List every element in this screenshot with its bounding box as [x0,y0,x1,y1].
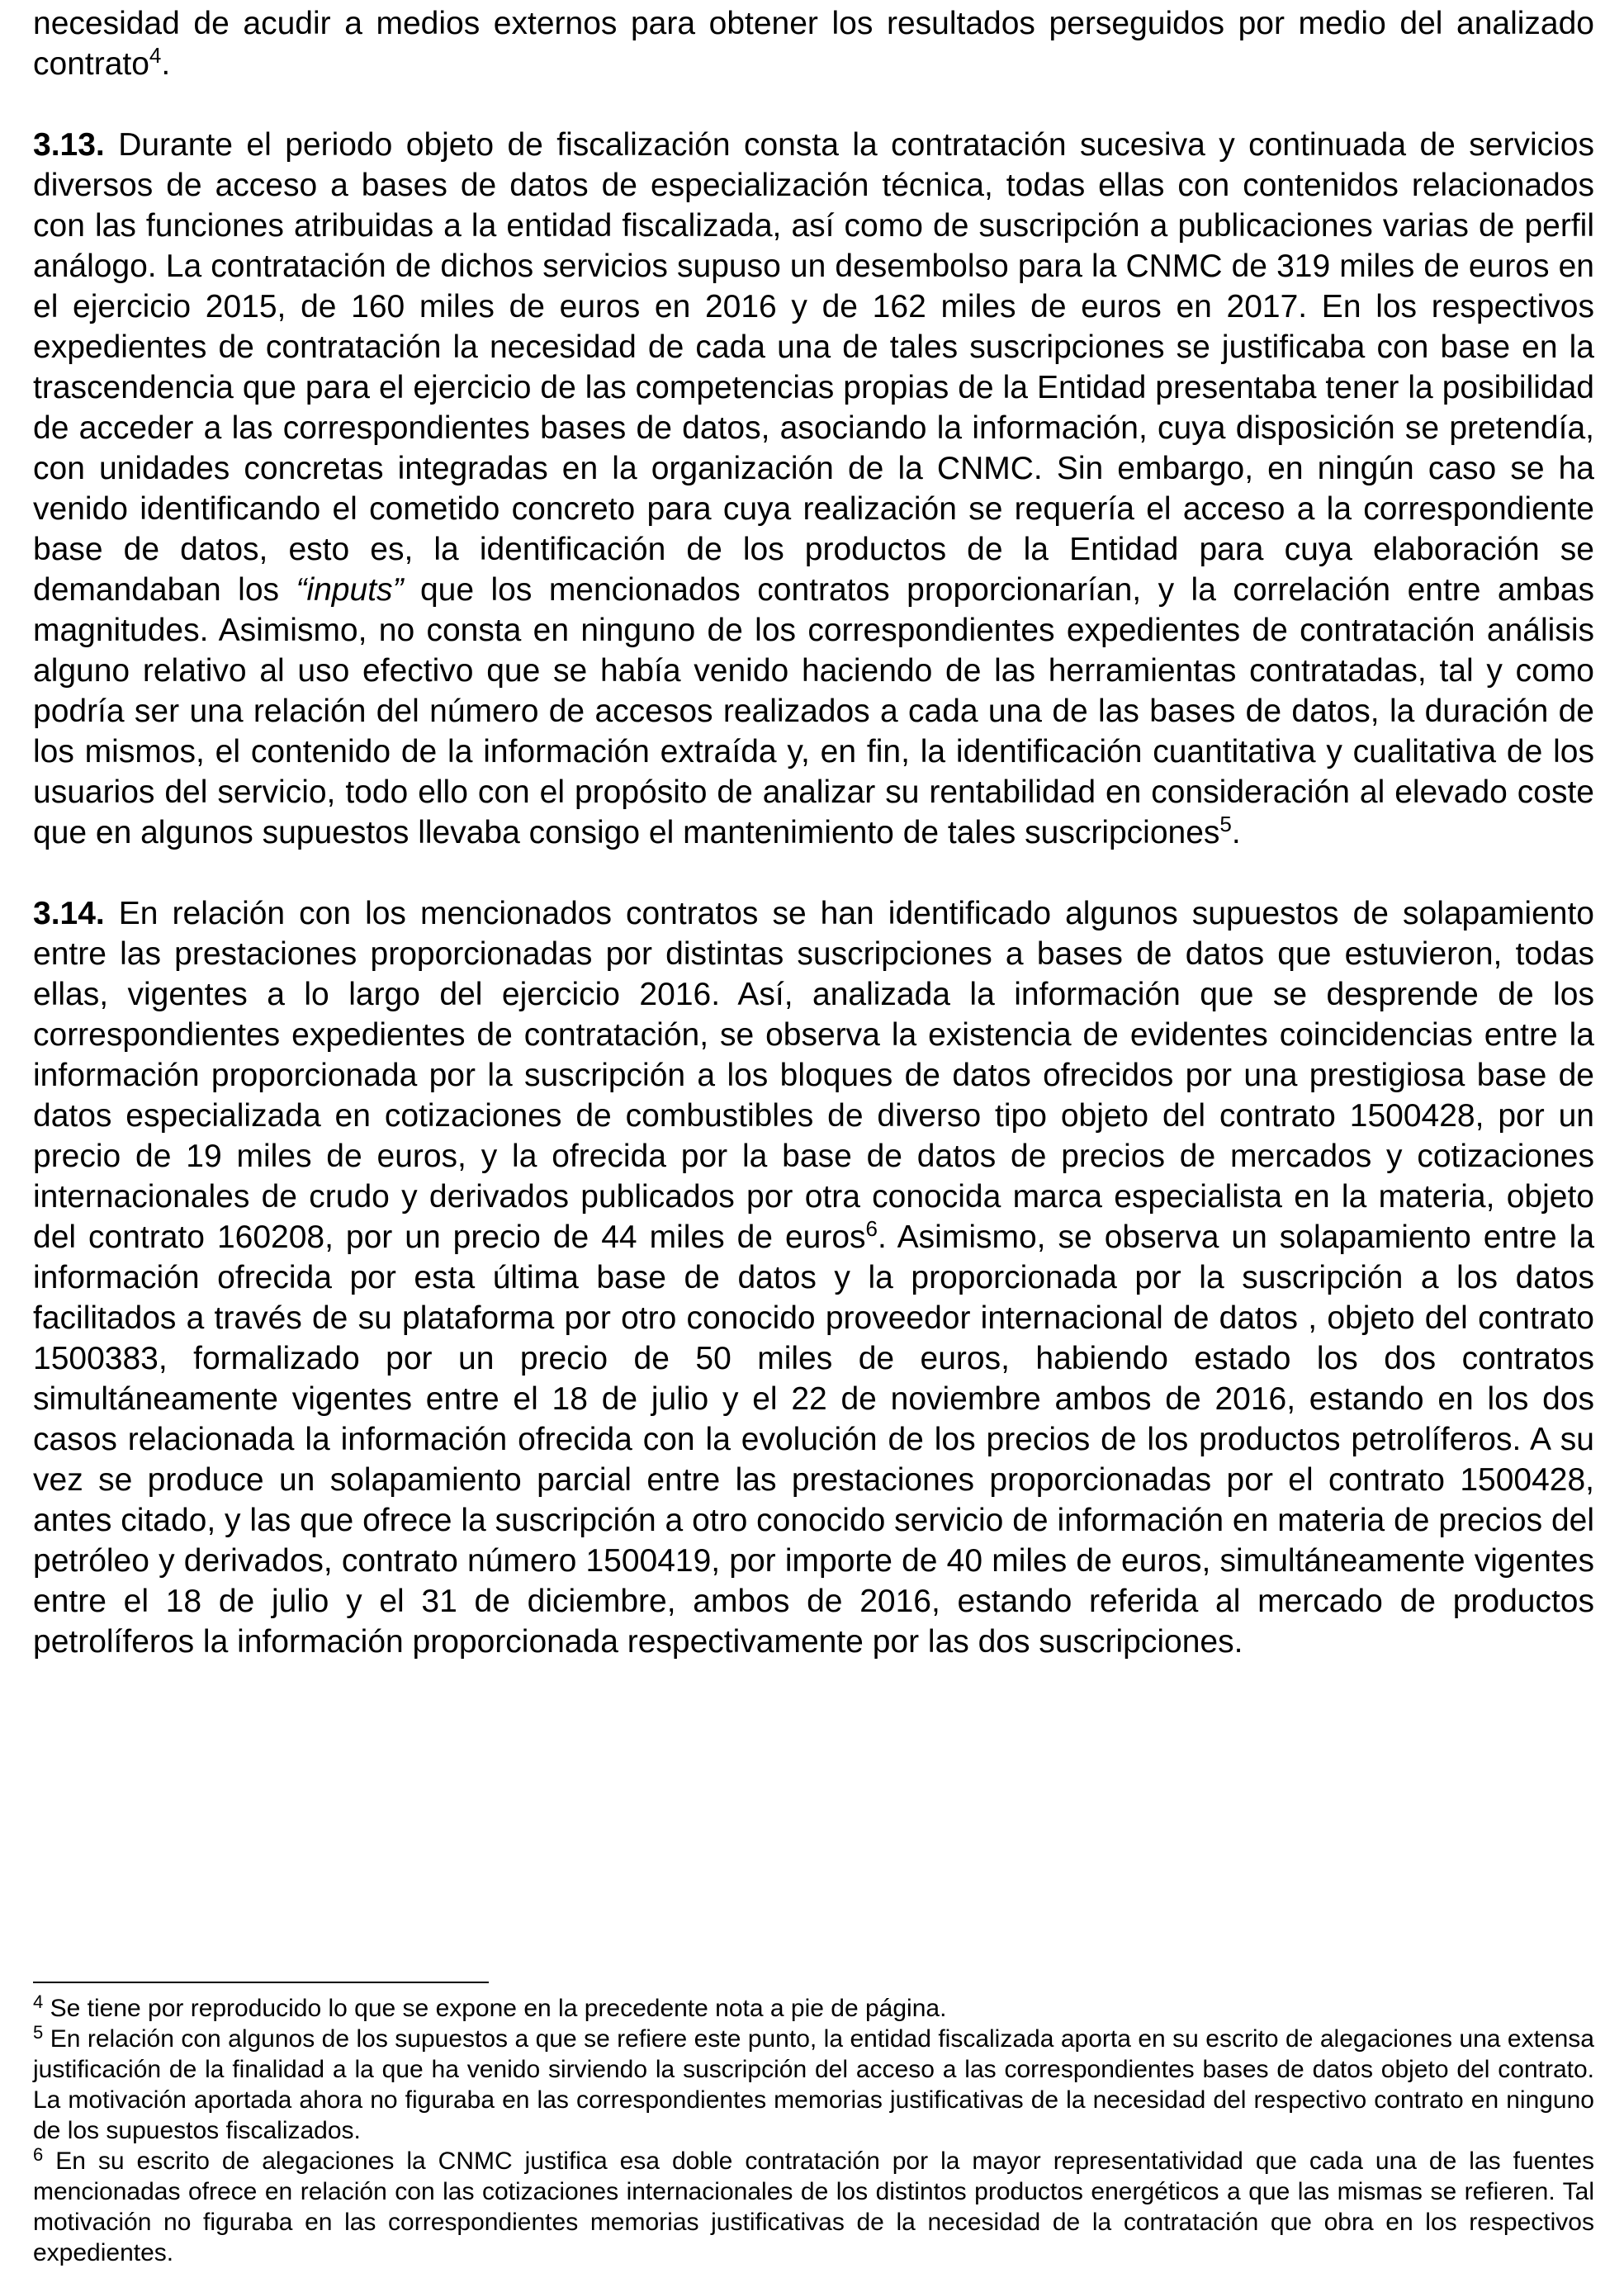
footnote-4 [33,1993,1594,2024]
paragraph-text: necesidad de acudir a medios externos para obtener los resultados perseguidos por medio del analizado contrato [33,6,1594,82]
paragraph-number: 3.13. [33,127,105,163]
paragraph-text: En relación con los mencionados contratos se han identificado algunos supuestos de solapamiento entre las prestaciones proporcionadas por distintas suscripciones a bases de datos que estuvieron, todas ellas, vigentes a lo largo del ejercicio 2016. Así, analizada la información que se desprende de los correspondientes expedientes de contratación, se observa la existencia de evidentes coincidencias entre la información proporcionada por la suscripción a los bloques de datos ofrecidos por una prestigiosa base de datos especializada en cotizaciones de combustibles de diverso tipo objeto del contrato 1500428, por un precio de 19 miles de euros, y la ofrecida por la base de datos de precios de mercados y cotizaciones internacionales de crudo y derivados publicados por otra conocida marca especialista en la materia, objeto del contrato 160208, por un precio de 44 miles de euros [33,896,1594,1255]
paragraph-continuation: necesidad de acudir a medios externos para obtener los resultados perseguidos por medio del analizado contrato$^4$. [33,6,1594,82]
footnote-text: En relación con algunos de los supuestos a que se refiere este punto, la entidad fiscalizada aporta en su escrito de alegaciones una extensa justificación de la finalidad a la que ha venido sirviendo la suscripción del acceso a las correspondientes bases de datos objeto del contrato. La motivación aportada ahora no figuraba en las correspondientes memorias justificativas de la necesidad del respectivo contrato en ninguno de los supuestos fiscalizados. [33,2025,1594,2144]
footnote-ref-5: 5 [1219,812,1232,836]
footnote-6 [33,2146,1594,2268]
footnote-separator [33,1982,489,1983]
footnote-mark: 4 [33,1991,44,2012]
footnote-ref-4: 4 [149,43,162,68]
footnote-text: En su escrito de alegaciones la CNMC justifica esa doble contratación por la mayor representatividad que cada una de las fuentes mencionadas ofrece en relación con las cotizaciones internacionales de los distintos productos energéticos a que las mismas se refieren. Tal motivación no figuraba en las correspondientes memorias justificativas de la necesidad de la contratación que obra en los respectivos expedientes. [33,2148,1594,2266]
paragraph-3-14: 3.14. En relación con los mencionados contratos se han identificado algunos supuestos de solapamiento entre las prestaciones proporcionadas por distintas suscripciones a bases de datos que estuvieron, todas ellas, vigentes a lo largo del ejercicio 2016. Así, analizada la información que se desprende de los correspondientes expedientes de contratación, se observa la existencia de evidentes coincidencias entre la información proporcionada por la suscripción a los bloques de datos ofrecidos por una prestigiosa base de datos especializada en cotizaciones de combustibles de diverso tipo objeto del contrato 1500428, por un precio de 19 miles de euros, y la ofrecida por la base de datos de precios de mercados y cotizaciones internacionales de crudo y derivados publicados por otra conocida marca especialista en la materia, objeto del contrato 160208, por un precio de 44 miles de euros$^6$. Asimismo, se observa un solapamiento entre la información ofrecida por esta última base de datos y la proporcionada por la suscripción a los datos facilitados a través de su plataforma por otro conocido proveedor internacional de datos , objeto del contrato 1500383, formalizado por un precio de 50 miles de euros, habiendo estado los dos contratos simultáneamente vigentes entre el 18 de julio y el 22 de noviembre ambos de 2016, estando en los dos casos relacionada la información ofrecida con la evolución de los precios de los productos petrolíferos. A su vez se produce un solapamiento parcial entre las prestaciones proporcionadas por el contrato 1500428, antes citado, y las que ofrece la suscripción a otro conocido servicio de información en materia de precios del petróleo y derivados, contrato número 1500419, por importe de 40 miles de euros, simultáneamente vigentes entre el 18 de julio y el 31 de diciembre, ambos de 2016, estando referida al mercado de productos petrolíferos la información proporcionada respectivamente por las dos suscripciones. [33,896,1595,1660]
emphasis-inputs: “inputs” [296,572,404,608]
footnote-text: Se tiene por reproducido lo que se expone en la precedente nota a pie de página. [43,1995,947,2022]
document-page [33,3,1594,1662]
footnote-mark: 5 [33,2022,44,2043]
footnote-mark: 6 [33,2144,44,2165]
paragraph-text: Durante el periodo objeto de fiscalización consta la contratación sucesiva y continuada de servicios diversos de acceso a bases de datos de especialización técnica, todas ellas con contenidos relacionados con las funciones atribuidas a la entidad fiscalizada, así como de suscripción a publicaciones varias de perfil análogo. La contratación de dichos servicios supuso un desembolso para la CNMC de 319 miles de euros en el ejercicio 2015, de 160 miles de euros en 2016 y de 162 miles de euros en 2017. En los respectivos expedientes de contratación la necesidad de cada una de tales suscripciones se justificaba con base en la trascendencia que para el ejercicio de las competencias propias de la Entidad presentaba tener la posibilidad de acceder a las correspondientes bases de datos, asociando la información, cuya disposición se pretendía, con unidades concretas integradas en la organización de la CNMC. Sin embargo, en ningún caso se ha venido identificando el cometido concreto para cuya realización se requería el acceso a la correspondiente base de datos, esto es, la identificación de los productos de la Entidad para cuya elaboración se demandaban los [33,127,1594,608]
footnotes [33,1982,1594,2268]
paragraph-3-13: 3.13. Durante el periodo objeto de fiscalización consta la contratación sucesiva y continuada de servicios diversos de acceso a bases de datos de especialización técnica, todas ellas con contenidos relacionados con las funciones atribuidas a la entidad fiscalizada, así como de suscripción a publicaciones varias de perfil análogo. La contratación de dichos servicios supuso un desembolso para la CNMC de 319 miles de euros en el ejercicio 2015, de 160 miles de euros en 2016 y de 162 miles de euros en 2017. En los respectivos expedientes de contratación la necesidad de cada una de tales suscripciones se justificaba con base en la trascendencia que para el ejercicio de las competencias propias de la Entidad presentaba tener la posibilidad de acceder a las correspondientes bases de datos, asociando la información, cuya disposición se pretendía, con unidades concretas integradas en la organización de la CNMC. Sin embargo, en ningún caso se ha venido identificando el cometido concreto para cuya realización se requería el acceso a la correspondiente base de datos, esto es, la identificación de los productos de la Entidad para cuya elaboración se demandaban los “inputs” que los mencionados contratos proporcionarían, y la correlación entre ambas magnitudes. Asimismo, no consta en ninguno de los correspondientes expedientes de contratación análisis alguno relativo al uso efectivo que se había venido haciendo de las herramientas contratadas, tal y como podría ser una relación del número de accesos realizados a cada una de las bases de datos, la duración de los mismos, el contenido de la información extraída y, en fin, la identificación cuantitativa y cualitativa de los usuarios del servicio, todo ello con el propósito de analizar su rentabilidad en consideración al elevado coste que en algunos supuestos llevaba consigo el mantenimiento de tales suscripciones$^5$. [33,127,1594,850]
paragraph-number: 3.14. [33,896,105,931]
footnote-ref-6: 6 [865,1216,878,1241]
footnote-5 [33,2024,1594,2146]
body-text [33,3,1594,1662]
